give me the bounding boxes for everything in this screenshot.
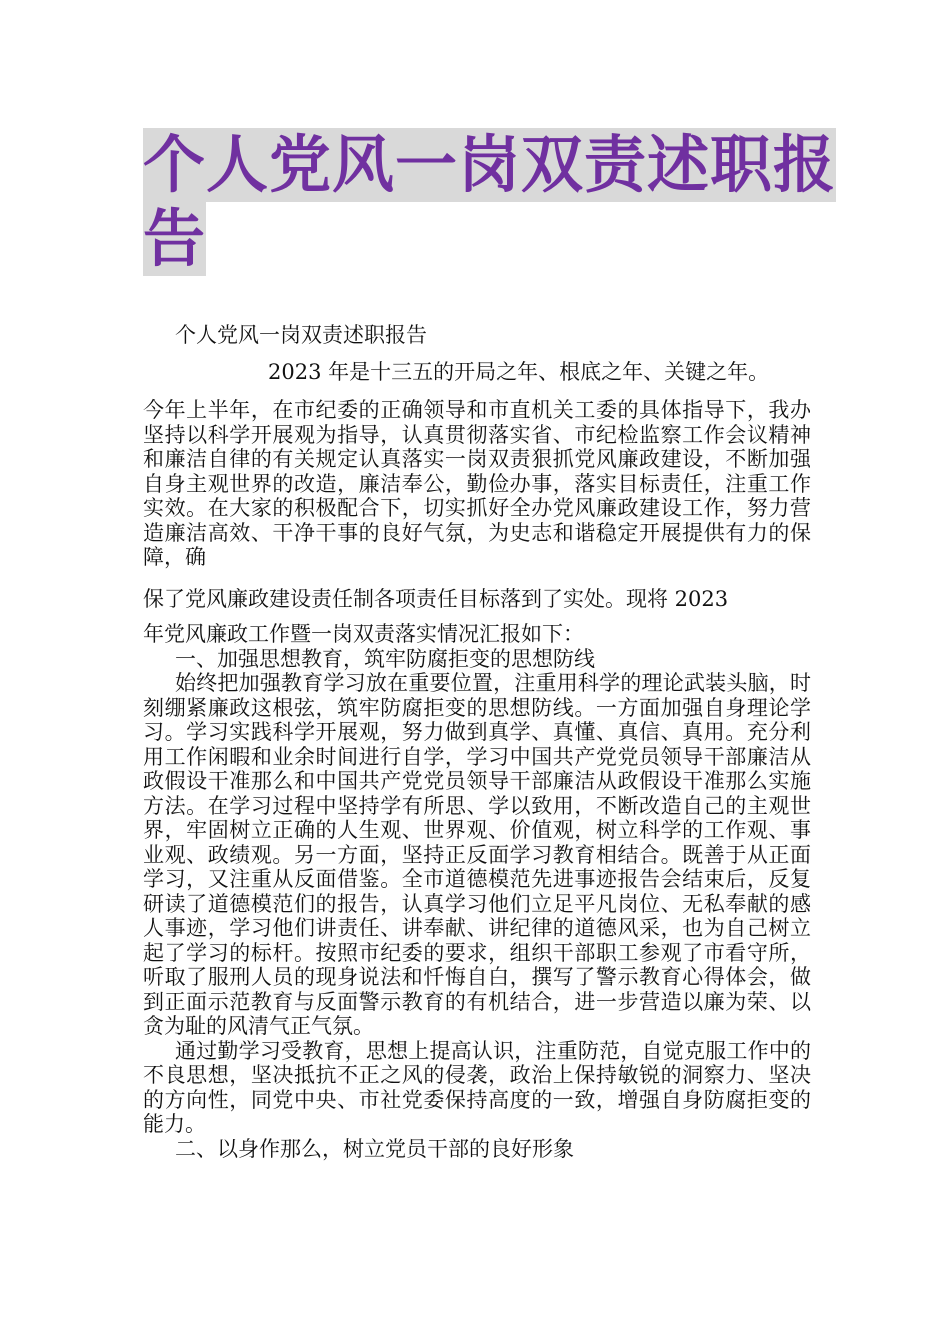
section-heading-1: 一、加强思想教育，筑牢防腐拒变的思想防线 xyxy=(175,646,595,671)
paragraph-text: 保了党风廉政建设责任制各项责任目标落到了实处。现将 2023 xyxy=(143,587,729,611)
document-title-line-1: 个人党风一岗双责述职报 xyxy=(143,128,837,201)
paragraph-section-1-summary: 通过勤学习受教育，思想上提高认识，注重防范，自觉克服工作中的不良思想，坚决抵抗不正之风的侵袭，政治上保持敏锐的洞察力、坚决的方向性，同党中央、市社党委保持高度的一致，增强自身防腐拒变的能力。 xyxy=(143,1038,811,1136)
paragraph-intro-closing xyxy=(143,622,811,1161)
paragraph-text: 今年上半年，在市纪委的正确领导和市直机关工委的具体指导下，我办坚持以科学开展观为指导，认真贯彻落实省、市纪检监察工作会议精神和廉洁自律的有关规定认真落实一岗双责狠抓党风廉政建设，不断加强自身主观世界的改造，廉洁奉公，勤俭办事，落实目标责任，注重工作实效。在大家的积极配合下，切实抓好全办党风廉政建设工作，努力营造廉洁高效、干净干事的良好气氛，为史志和谐稳定开展提供有力的保障，确 xyxy=(143,398,811,569)
paragraph-text: 年党风廉政工作暨一岗双责落实情况汇报如下： xyxy=(143,622,584,646)
lead-sentence: 2023 年是十三五的开局之年、根底之年、关键之年。 xyxy=(268,360,770,384)
document-title-line-2: 告 xyxy=(143,202,207,275)
document-title xyxy=(143,128,837,276)
section-heading-2: 二、以身作那么，树立党员干部的良好形象 xyxy=(175,1136,574,1161)
paragraph-intro xyxy=(143,398,811,570)
paragraph-intro-continued xyxy=(143,586,811,612)
paragraph-section-1-body: 始终把加强教育学习放在重要位置，注重用科学的理论武装头脑，时刻绷紧廉政这根弦，筑牢防腐拒变的思想防线。一方面加强自身理论学习。学习实践科学开展观，努力做到真学、真懂、真信、真用。充分利用工作闲暇和业余时间进行自学，学习中国共产党党员领导干部廉洁从政假设干准那么和中国共产党党员领导干部廉洁从政假设干准那么实施方法。在学习过程中坚持学有所思、学以致用，不断改造自己的主观世界，牢固树立正确的人生观、世界观、价值观，树立科学的工作观、事业观、政绩观。另一方面，坚持正反面学习教育相结合。既善于从正面学习，又注重从反面借鉴。全市道德模范先进事迹报告会结束后，反复研读了道德模范们的报告，认真学习他们立足平凡岗位、无私奉献的感人事迹，学习他们讲责任、讲奉献、讲纪律的道德风采，也为自己树立起了学习的标杆。按照市纪委的要求，组织干部职工参观了市看守所，听取了服刑人员的现身说法和忏悔自白，撰写了警示教育心得体会，做到正面示范教育与反面警示教育的有机结合，进一步营造以廉为荣、以贪为耻的风清气正气氛。 xyxy=(143,671,811,1038)
document-subtitle: 个人党风一岗双责述职报告 xyxy=(175,323,427,347)
